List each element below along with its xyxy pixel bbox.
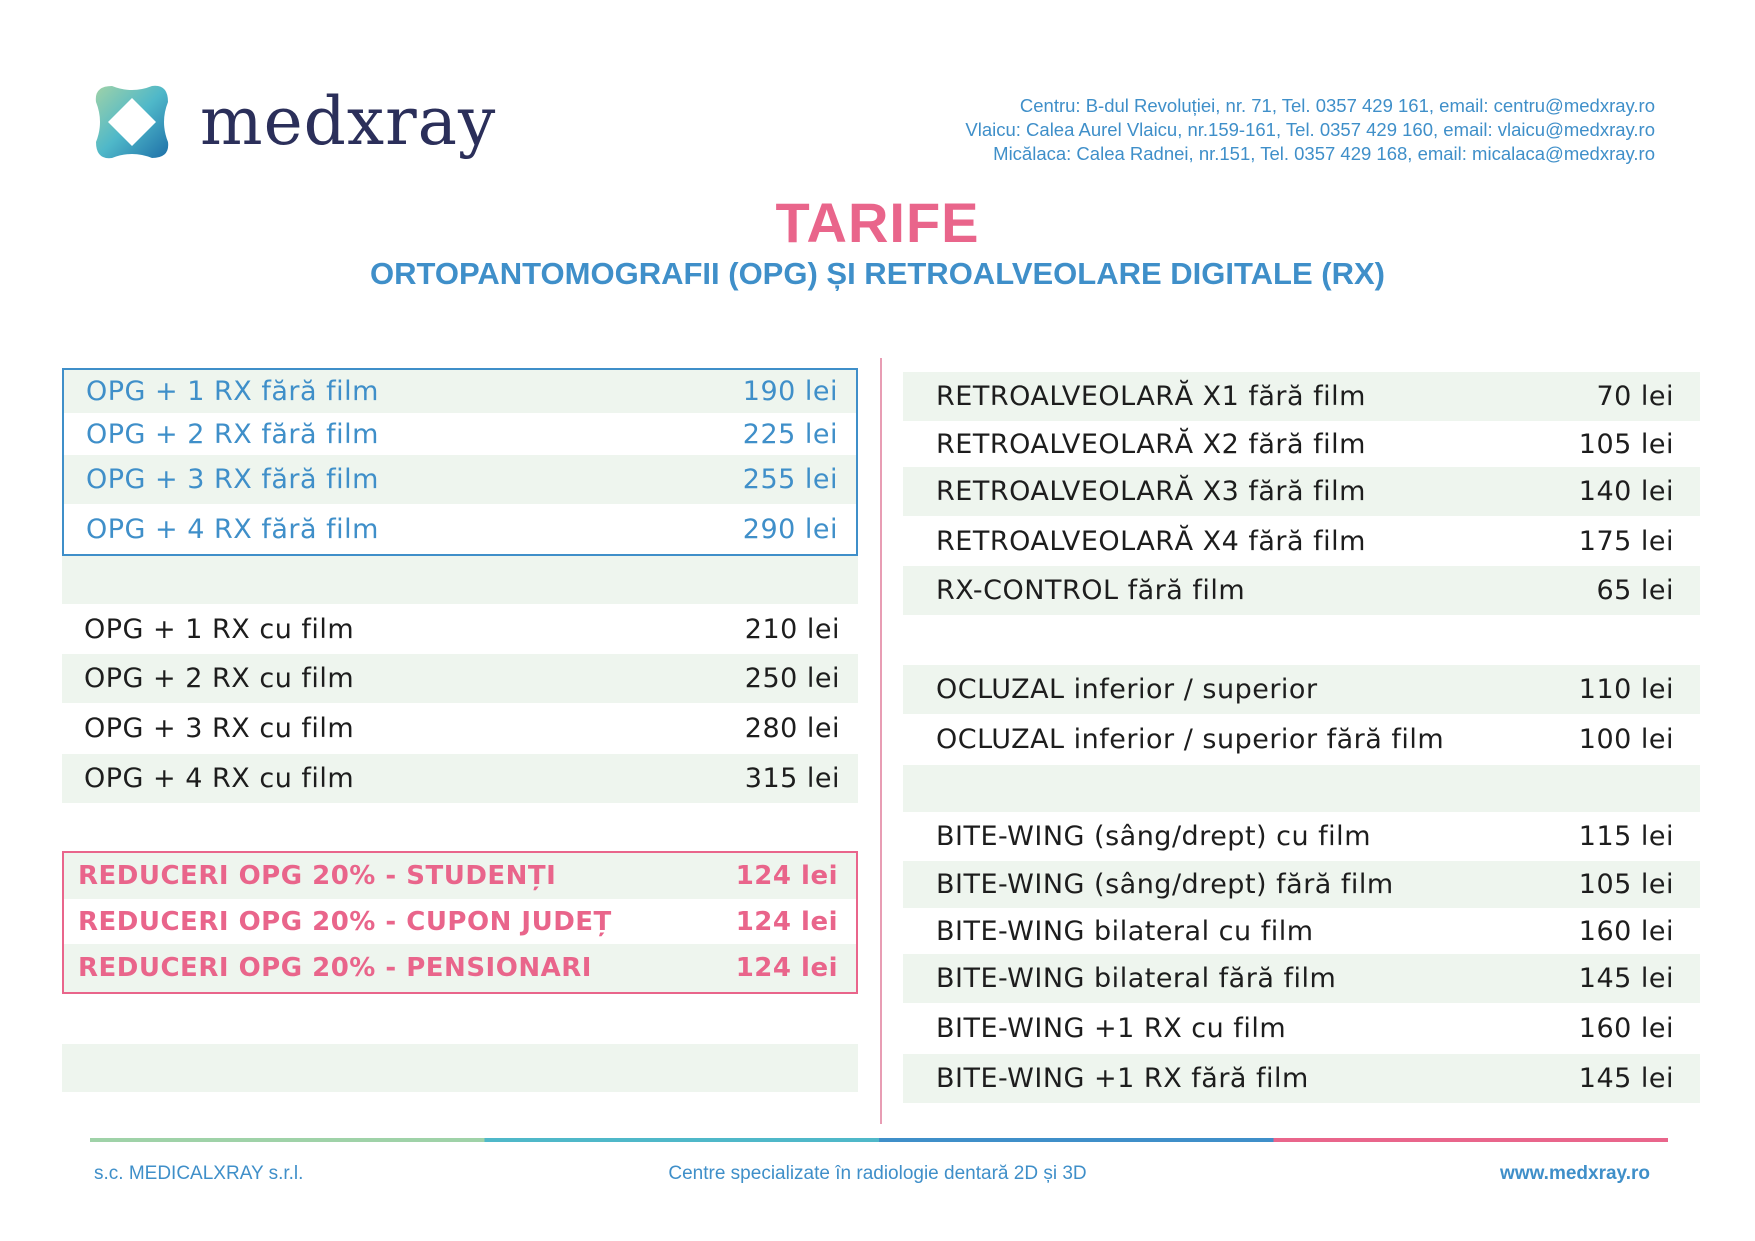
service-price: 210 lei [744, 613, 840, 645]
opg-no-film-group [62, 368, 858, 556]
discount-group [62, 851, 858, 994]
service-price: 145 lei [1578, 1063, 1674, 1094]
service-label: BITE-WING bilateral cu film [936, 915, 1314, 947]
service-price: 110 lei [1578, 674, 1674, 705]
footer-tagline: Centre specializate în radiologie dentară 2D și 3D [668, 1163, 1087, 1184]
service-label: RETROALVEOLARĂ X1 fără film [936, 381, 1366, 412]
price-row [903, 954, 1700, 1003]
price-row [903, 467, 1700, 516]
discount-label: REDUCERI OPG 20% - PENSIONARI [78, 953, 592, 983]
column-divider [880, 358, 882, 1124]
service-price: 115 lei [1578, 821, 1674, 852]
discount-price: 124 lei [735, 953, 838, 983]
service-price: 250 lei [744, 663, 840, 694]
page-subtitle: ORTOPANTOMOGRAFII (OPG) ȘI RETROALVEOLARE DIGITALE (RX) [370, 256, 1385, 291]
price-row [64, 455, 856, 504]
service-label: RX-CONTROL fără film [936, 575, 1246, 606]
discount-price: 124 lei [735, 906, 838, 937]
spacer-row [62, 994, 858, 1044]
price-row [903, 516, 1700, 566]
service-label: BITE-WING +1 RX fără film [936, 1063, 1309, 1094]
price-row [64, 504, 856, 554]
price-row [903, 372, 1700, 421]
service-label: RETROALVEOLARĂ X3 fără film [936, 476, 1366, 507]
price-row [903, 421, 1700, 467]
service-price: 160 lei [1578, 1013, 1674, 1044]
service-price: 105 lei [1578, 428, 1674, 460]
service-price: 140 lei [1578, 476, 1674, 507]
service-label: OPG + 3 RX fără film [86, 464, 379, 495]
price-row [64, 413, 856, 455]
footer-gradient-line [90, 1138, 1668, 1142]
service-label: RETROALVEOLARĂ X4 fără film [936, 525, 1366, 557]
contact-line-micalaca: Micălaca: Calea Radnei, nr.151, Tel. 0357 429 168, email: micalaca@medxray.ro [993, 143, 1655, 164]
contact-line-centru: Centru: B-dul Revoluției, nr. 71, Tel. 0357 429 161, email: centru@medxray.ro [1019, 95, 1655, 116]
price-row [62, 703, 858, 754]
service-label: OPG + 3 RX cu film [84, 713, 355, 744]
service-price: 255 lei [742, 464, 838, 495]
price-row [903, 812, 1700, 861]
discount-price: 124 lei [735, 861, 838, 891]
service-label: OPG + 1 RX fără film [86, 376, 379, 407]
service-price: 225 lei [742, 418, 838, 450]
service-label: OPG + 4 RX cu film [84, 763, 355, 794]
service-label: BITE-WING bilateral fără film [936, 963, 1337, 994]
service-price: 100 lei [1578, 724, 1674, 755]
price-row [903, 1003, 1700, 1054]
service-price: 65 lei [1596, 575, 1674, 606]
service-price: 145 lei [1578, 963, 1674, 994]
service-label: OPG + 2 RX fără film [86, 418, 379, 450]
discount-row [64, 853, 856, 899]
price-row [903, 861, 1700, 908]
spacer-row [903, 765, 1700, 812]
service-price: 105 lei [1578, 869, 1674, 900]
service-label: OPG + 1 RX cu film [84, 613, 355, 645]
service-price: 290 lei [742, 513, 838, 545]
service-price: 175 lei [1578, 525, 1674, 557]
price-row [64, 370, 856, 413]
price-row [903, 665, 1700, 714]
service-price: 315 lei [744, 763, 840, 794]
medxray-logo-icon [92, 82, 172, 162]
service-price: 160 lei [1578, 915, 1674, 947]
discount-row [64, 899, 856, 944]
spacer-row [62, 803, 858, 851]
service-price: 70 lei [1596, 381, 1674, 412]
service-label: RETROALVEOLARĂ X2 fără film [936, 428, 1366, 460]
spacer-row [903, 615, 1700, 665]
discount-label: REDUCERI OPG 20% - CUPON JUDEȚ [78, 906, 612, 937]
service-price: 280 lei [744, 713, 840, 744]
discount-label: REDUCERI OPG 20% - STUDENȚI [78, 861, 557, 891]
price-row [62, 654, 858, 703]
service-label: OPG + 2 RX cu film [84, 663, 355, 694]
brand-name: medxray [200, 83, 497, 160]
service-label: BITE-WING (sâng/drept) cu film [936, 821, 1371, 852]
price-row [903, 714, 1700, 765]
service-label: OPG + 4 RX fără film [86, 513, 379, 545]
left-price-column [62, 368, 858, 1092]
price-row [62, 754, 858, 803]
service-label: BITE-WING (sâng/drept) fără film [936, 869, 1394, 900]
price-row [903, 1054, 1700, 1103]
footer-website-link[interactable]: www.medxray.ro [1500, 1163, 1650, 1184]
spacer-row [62, 556, 858, 604]
spacer-row [62, 1044, 858, 1092]
footer-company: s.c. MEDICALXRAY s.r.l. [94, 1163, 304, 1184]
contact-info [965, 94, 1655, 166]
right-price-column [903, 372, 1700, 1103]
discount-row [64, 944, 856, 992]
page-title: TARIFE [775, 191, 980, 254]
price-row [903, 566, 1700, 615]
contact-line-vlaicu: Vlaicu: Calea Aurel Vlaicu, nr.159-161, Tel. 0357 429 160, email: vlaicu@medxray.ro [965, 119, 1655, 140]
service-label: BITE-WING +1 RX cu film [936, 1013, 1287, 1044]
service-price: 190 lei [742, 376, 838, 407]
service-label: OCLUZAL inferior / superior [936, 674, 1318, 705]
price-row [903, 908, 1700, 954]
service-label: OCLUZAL inferior / superior fără film [936, 724, 1445, 755]
brand-logo [92, 82, 496, 162]
price-row [62, 604, 858, 654]
